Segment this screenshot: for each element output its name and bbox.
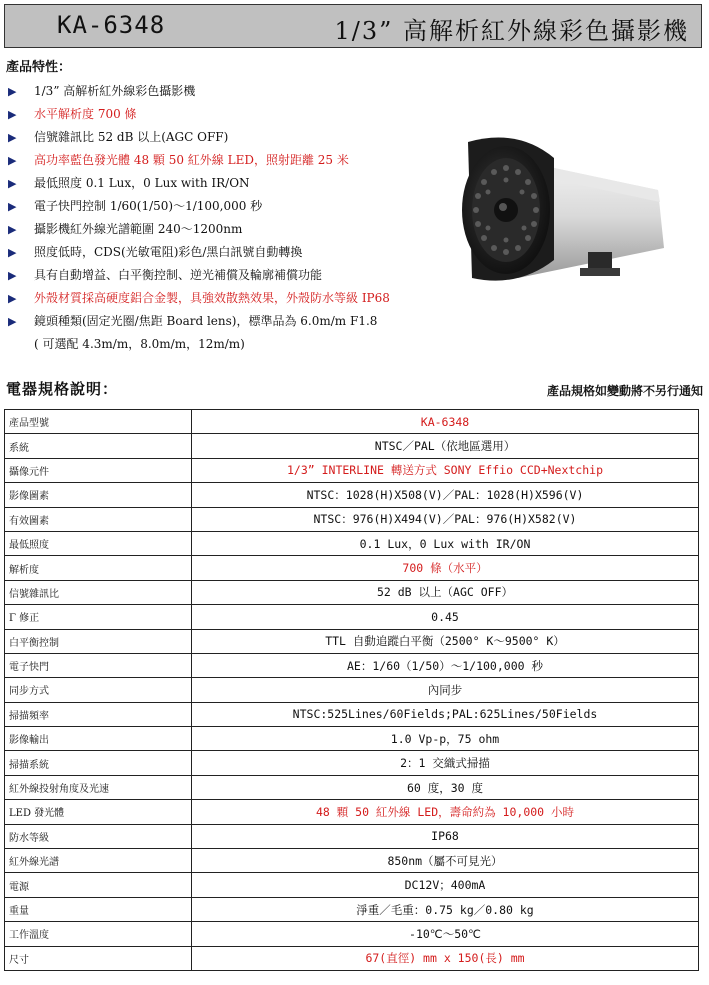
spec-label: 產品型號 — [5, 410, 192, 434]
spec-row — [5, 824, 699, 848]
spec-label: 電源 — [5, 873, 192, 897]
spec-value: 0.1 Lux，0 Lux with IR/ON — [192, 531, 699, 555]
spec-value: 48 顆 50 紅外線 LED，壽命約為 10,000 小時 — [192, 800, 699, 824]
spec-value: NTSC／PAL（依地區選用） — [192, 434, 699, 458]
feature-item — [8, 172, 488, 195]
triangle-right-icon: ▶ — [8, 108, 17, 121]
spec-label: 同步方式 — [5, 678, 192, 702]
spec-label: 尺寸 — [5, 946, 192, 970]
spec-row — [5, 751, 699, 775]
spec-value: 850nm（屬不可見光） — [192, 849, 699, 873]
feature-text: 1/3” 高解析紅外線彩色攝影機 — [34, 84, 196, 98]
spec-row — [5, 410, 699, 434]
feature-text: 高功率藍色發光體 48 顆 50 紅外線 LED，照射距離 25 米 — [34, 153, 349, 167]
triangle-right-icon: ▶ — [8, 292, 17, 305]
spec-value: 內同步 — [192, 678, 699, 702]
spec-row — [5, 873, 699, 897]
feature-item — [8, 310, 488, 333]
spec-label: 掃描頻率 — [5, 702, 192, 726]
spec-row — [5, 556, 699, 580]
spec-row — [5, 678, 699, 702]
spec-row — [5, 434, 699, 458]
triangle-right-icon: ▶ — [8, 177, 17, 190]
spec-value: TTL 自動追蹤白平衡（2500° K～9500° K） — [192, 629, 699, 653]
feature-text: 具有自動增益、白平衡控制、逆光補償及輪廓補償功能 — [34, 268, 323, 282]
triangle-right-icon: ▶ — [8, 131, 17, 144]
spec-row — [5, 727, 699, 751]
feature-text: 攝影機紅外線光譜範圍 240～1200nm — [34, 222, 243, 236]
feature-item — [8, 195, 488, 218]
triangle-right-icon: ▶ — [8, 154, 17, 167]
spec-row — [5, 653, 699, 677]
spec-value: IP68 — [192, 824, 699, 848]
feature-text: 信號雜訊比 52 dB 以上(AGC OFF) — [34, 130, 229, 144]
title-bar — [4, 4, 702, 48]
spec-value: 1.0 Vp-p，75 ohm — [192, 727, 699, 751]
features-list — [8, 80, 488, 356]
spec-label: 解析度 — [5, 556, 192, 580]
spec-row — [5, 507, 699, 531]
triangle-right-icon: ▶ — [8, 200, 17, 213]
feature-text: 照度低時，CDS(光敏電阻)彩色/黑白訊號自動轉換 — [34, 245, 303, 259]
triangle-right-icon: ▶ — [8, 269, 17, 282]
feature-text: 最低照度 0.1 Lux，0 Lux with IR/ON — [34, 176, 250, 190]
feature-text: 鏡頭種類(固定光圈/焦距 Board lens)，標準品為 6.0m/m F1.8 — [34, 314, 378, 328]
feature-item — [8, 264, 488, 287]
spec-row — [5, 922, 699, 946]
feature-text: 水平解析度 700 條 — [34, 107, 137, 121]
spec-row — [5, 580, 699, 604]
spec-value: 60 度，30 度 — [192, 775, 699, 799]
spec-value: 1/3” INTERLINE 轉送方式 SONY Effio CCD+Nextchip — [192, 458, 699, 482]
spec-label: Γ 修正 — [5, 605, 192, 629]
triangle-right-icon: ▶ — [8, 85, 17, 98]
feature-item — [8, 241, 488, 264]
spec-value: KA-6348 — [192, 410, 699, 434]
spec-value: NTSC：976(H)X494(V)／PAL：976(H)X582(V) — [192, 507, 699, 531]
spec-row — [5, 629, 699, 653]
spec-label: 防水等級 — [5, 824, 192, 848]
spec-label: 影像圖素 — [5, 483, 192, 507]
feature-item — [8, 103, 488, 126]
spec-value: -10℃～50℃ — [192, 922, 699, 946]
spec-value: 700 條（水平） — [192, 556, 699, 580]
spec-label: 電子快門 — [5, 653, 192, 677]
feature-item — [8, 149, 488, 172]
spec-value: 0.45 — [192, 605, 699, 629]
spec-label: 影像輸出 — [5, 727, 192, 751]
specs-heading: 電器規格說明： — [6, 380, 119, 398]
spec-value: 52 dB 以上（AGC OFF） — [192, 580, 699, 604]
spec-label: 最低照度 — [5, 531, 192, 555]
feature-item — [8, 80, 488, 103]
feature-text: 外殼材質採高硬度鋁合金製，具強效散熱效果，外殼防水等級 IP68 — [34, 291, 390, 305]
spec-label: 白平衡控制 — [5, 629, 192, 653]
spec-row — [5, 800, 699, 824]
product-model: KA-6348 — [57, 11, 166, 39]
spec-label: 重量 — [5, 897, 192, 921]
spec-label: 紅外線投射角度及光速 — [5, 775, 192, 799]
triangle-right-icon: ▶ — [8, 315, 17, 328]
triangle-right-icon: ▶ — [8, 223, 17, 236]
feature-item — [8, 218, 488, 241]
spec-table — [4, 409, 699, 971]
spec-label: 工作溫度 — [5, 922, 192, 946]
spec-value: NTSC:525Lines/60Fields;PAL:625Lines/50Fields — [192, 702, 699, 726]
feature-item — [8, 126, 488, 149]
spec-label: 有效圖素 — [5, 507, 192, 531]
spec-row — [5, 946, 699, 970]
product-title: 1/3” 高解析紅外線彩色攝影機 — [334, 17, 689, 45]
spec-label: 系統 — [5, 434, 192, 458]
spec-label: 信號雜訊比 — [5, 580, 192, 604]
triangle-right-icon: ▶ — [8, 246, 17, 259]
spec-row — [5, 605, 699, 629]
spec-change-notice: 產品規格如變動將不另行通知 — [546, 384, 703, 398]
spec-label: 掃描系統 — [5, 751, 192, 775]
spec-value: 2：1 交織式掃描 — [192, 751, 699, 775]
spec-row — [5, 897, 699, 921]
spec-label: 攝像元件 — [5, 458, 192, 482]
spec-value: 淨重／毛重：0.75 kg／0.80 kg — [192, 897, 699, 921]
spec-row — [5, 849, 699, 873]
spec-value: DC12V；400mA — [192, 873, 699, 897]
spec-row — [5, 458, 699, 482]
features-heading: 產品特性： — [6, 60, 72, 75]
feature-continuation: ( 可選配 4.3m/m，8.0m/m，12m/m) — [34, 337, 245, 351]
spec-row — [5, 483, 699, 507]
spec-value: 67(直徑) mm x 150(長) mm — [192, 946, 699, 970]
spec-label: LED 發光體 — [5, 800, 192, 824]
spec-value: AE：1/60（1/50）～1/100,000 秒 — [192, 653, 699, 677]
spec-row — [5, 775, 699, 799]
camera-image — [458, 128, 670, 292]
feature-text: 電子快門控制 1/60(1/50)～1/100,000 秒 — [34, 199, 263, 213]
spec-row — [5, 702, 699, 726]
spec-label: 紅外線光譜 — [5, 849, 192, 873]
spec-row — [5, 531, 699, 555]
spec-value: NTSC：1028(H)X508(V)／PAL：1028(H)X596(V) — [192, 483, 699, 507]
feature-item — [8, 287, 488, 310]
